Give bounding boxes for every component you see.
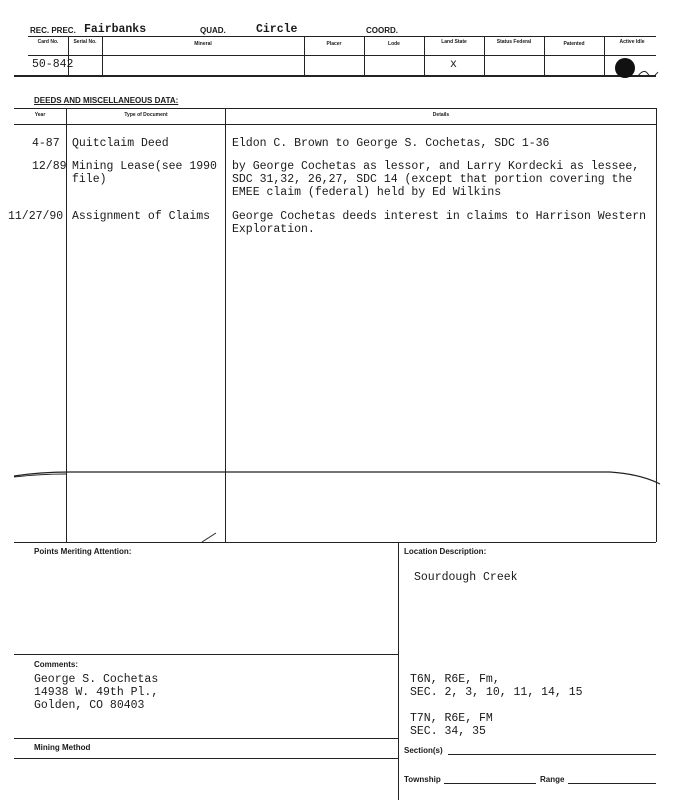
location-line: SEC. 34, 35 (410, 725, 486, 738)
card-no-value: 50-842 (32, 58, 74, 71)
deed-type: Mining Lease(see 1990 file) (72, 160, 217, 186)
township-label: Township (404, 775, 441, 784)
col-card-no: Card No. (37, 39, 59, 45)
col-mineral: Mineral (194, 41, 212, 47)
divider (544, 36, 545, 75)
coord-label: COORD. (366, 26, 398, 35)
active-status-dot (615, 58, 635, 78)
deed-details: by George Cochetas as lessor, and Larry Kordecki as lessee, SDC 31,32, 26,27, SDC 14 (except that portion covering the EMEE claim (federal) held by Ed Wilkins (232, 160, 640, 199)
quad-value: Circle (256, 23, 298, 36)
location-line: SEC. 2, 3, 10, 11, 14, 15 (410, 686, 583, 699)
sections-fill-line (448, 754, 656, 755)
divider (304, 36, 305, 75)
deed-details: George Cochetas deeds interest in claims to Harrison Western Exploration. (232, 210, 647, 236)
col-placer: Placer (326, 41, 342, 47)
rec-prec-value: Fairbanks (84, 23, 147, 36)
location-value: Sourdough Creek (414, 571, 518, 584)
deed-type: Assignment of Claims (72, 210, 211, 223)
deeds-line-bottom (14, 542, 656, 543)
divider (364, 36, 365, 75)
comment-line: 14938 W. 49th Pl., (34, 686, 159, 699)
township-fill-line (444, 783, 536, 784)
range-label: Range (540, 775, 565, 784)
divider (102, 36, 103, 75)
divider (424, 36, 425, 75)
sections-label: Section(s) (404, 746, 443, 755)
location-line: T7N, R6E, FM (410, 712, 493, 725)
quad-label: QUAD. (200, 26, 226, 35)
deed-year: 12/89 (32, 160, 67, 173)
comments-line-top (14, 654, 398, 655)
col-lode: Lode (388, 41, 400, 47)
divider (484, 36, 485, 75)
divider (604, 36, 605, 75)
rec-prec-label: REC. PREC. (30, 26, 76, 35)
col-serial-no: Serial No. (73, 39, 97, 45)
mining-method-line-top (14, 738, 398, 739)
deeds-title: DEEDS AND MISCELLANEOUS DATA: (34, 96, 179, 105)
comment-line: George S. Cochetas (34, 673, 159, 686)
lower-divider (398, 542, 399, 800)
deed-details: Eldon C. Brown to George S. Cochetas, SDC 1-36 (232, 137, 550, 150)
col-details: Details (432, 112, 450, 118)
deed-type: Quitclaim Deed (72, 137, 169, 150)
comments-label: Comments: (34, 660, 79, 669)
handwritten-mark-icon (636, 66, 660, 80)
land-state-mark: x (450, 58, 457, 71)
fold-line-icon (0, 462, 678, 492)
mining-method-label: Mining Method (34, 743, 91, 752)
comment-line: Golden, CO 80403 (34, 699, 145, 712)
col-patented: Patented (563, 41, 585, 47)
col-land-state: Land State (441, 39, 467, 45)
location-label: Location Description: (404, 547, 487, 556)
header-line-mid (28, 55, 656, 56)
range-fill-line (568, 783, 656, 784)
col-year: Year (34, 112, 46, 118)
deeds-line-top (14, 108, 656, 109)
deed-year: 11/27/90 (8, 210, 64, 223)
location-line: T6N, R6E, Fm, (410, 673, 500, 686)
header-line-top (28, 36, 656, 37)
deed-year: 4-87 (32, 137, 60, 150)
points-label: Points Meriting Attention: (34, 547, 132, 556)
deeds-line-header (14, 124, 656, 125)
col-status-federal: Status Federal (496, 39, 532, 45)
mining-method-line-bottom (14, 758, 398, 759)
col-type: Type of Document (124, 112, 168, 118)
col-active-idle: Active Idle (619, 39, 645, 45)
header-line-bottom (14, 75, 656, 77)
